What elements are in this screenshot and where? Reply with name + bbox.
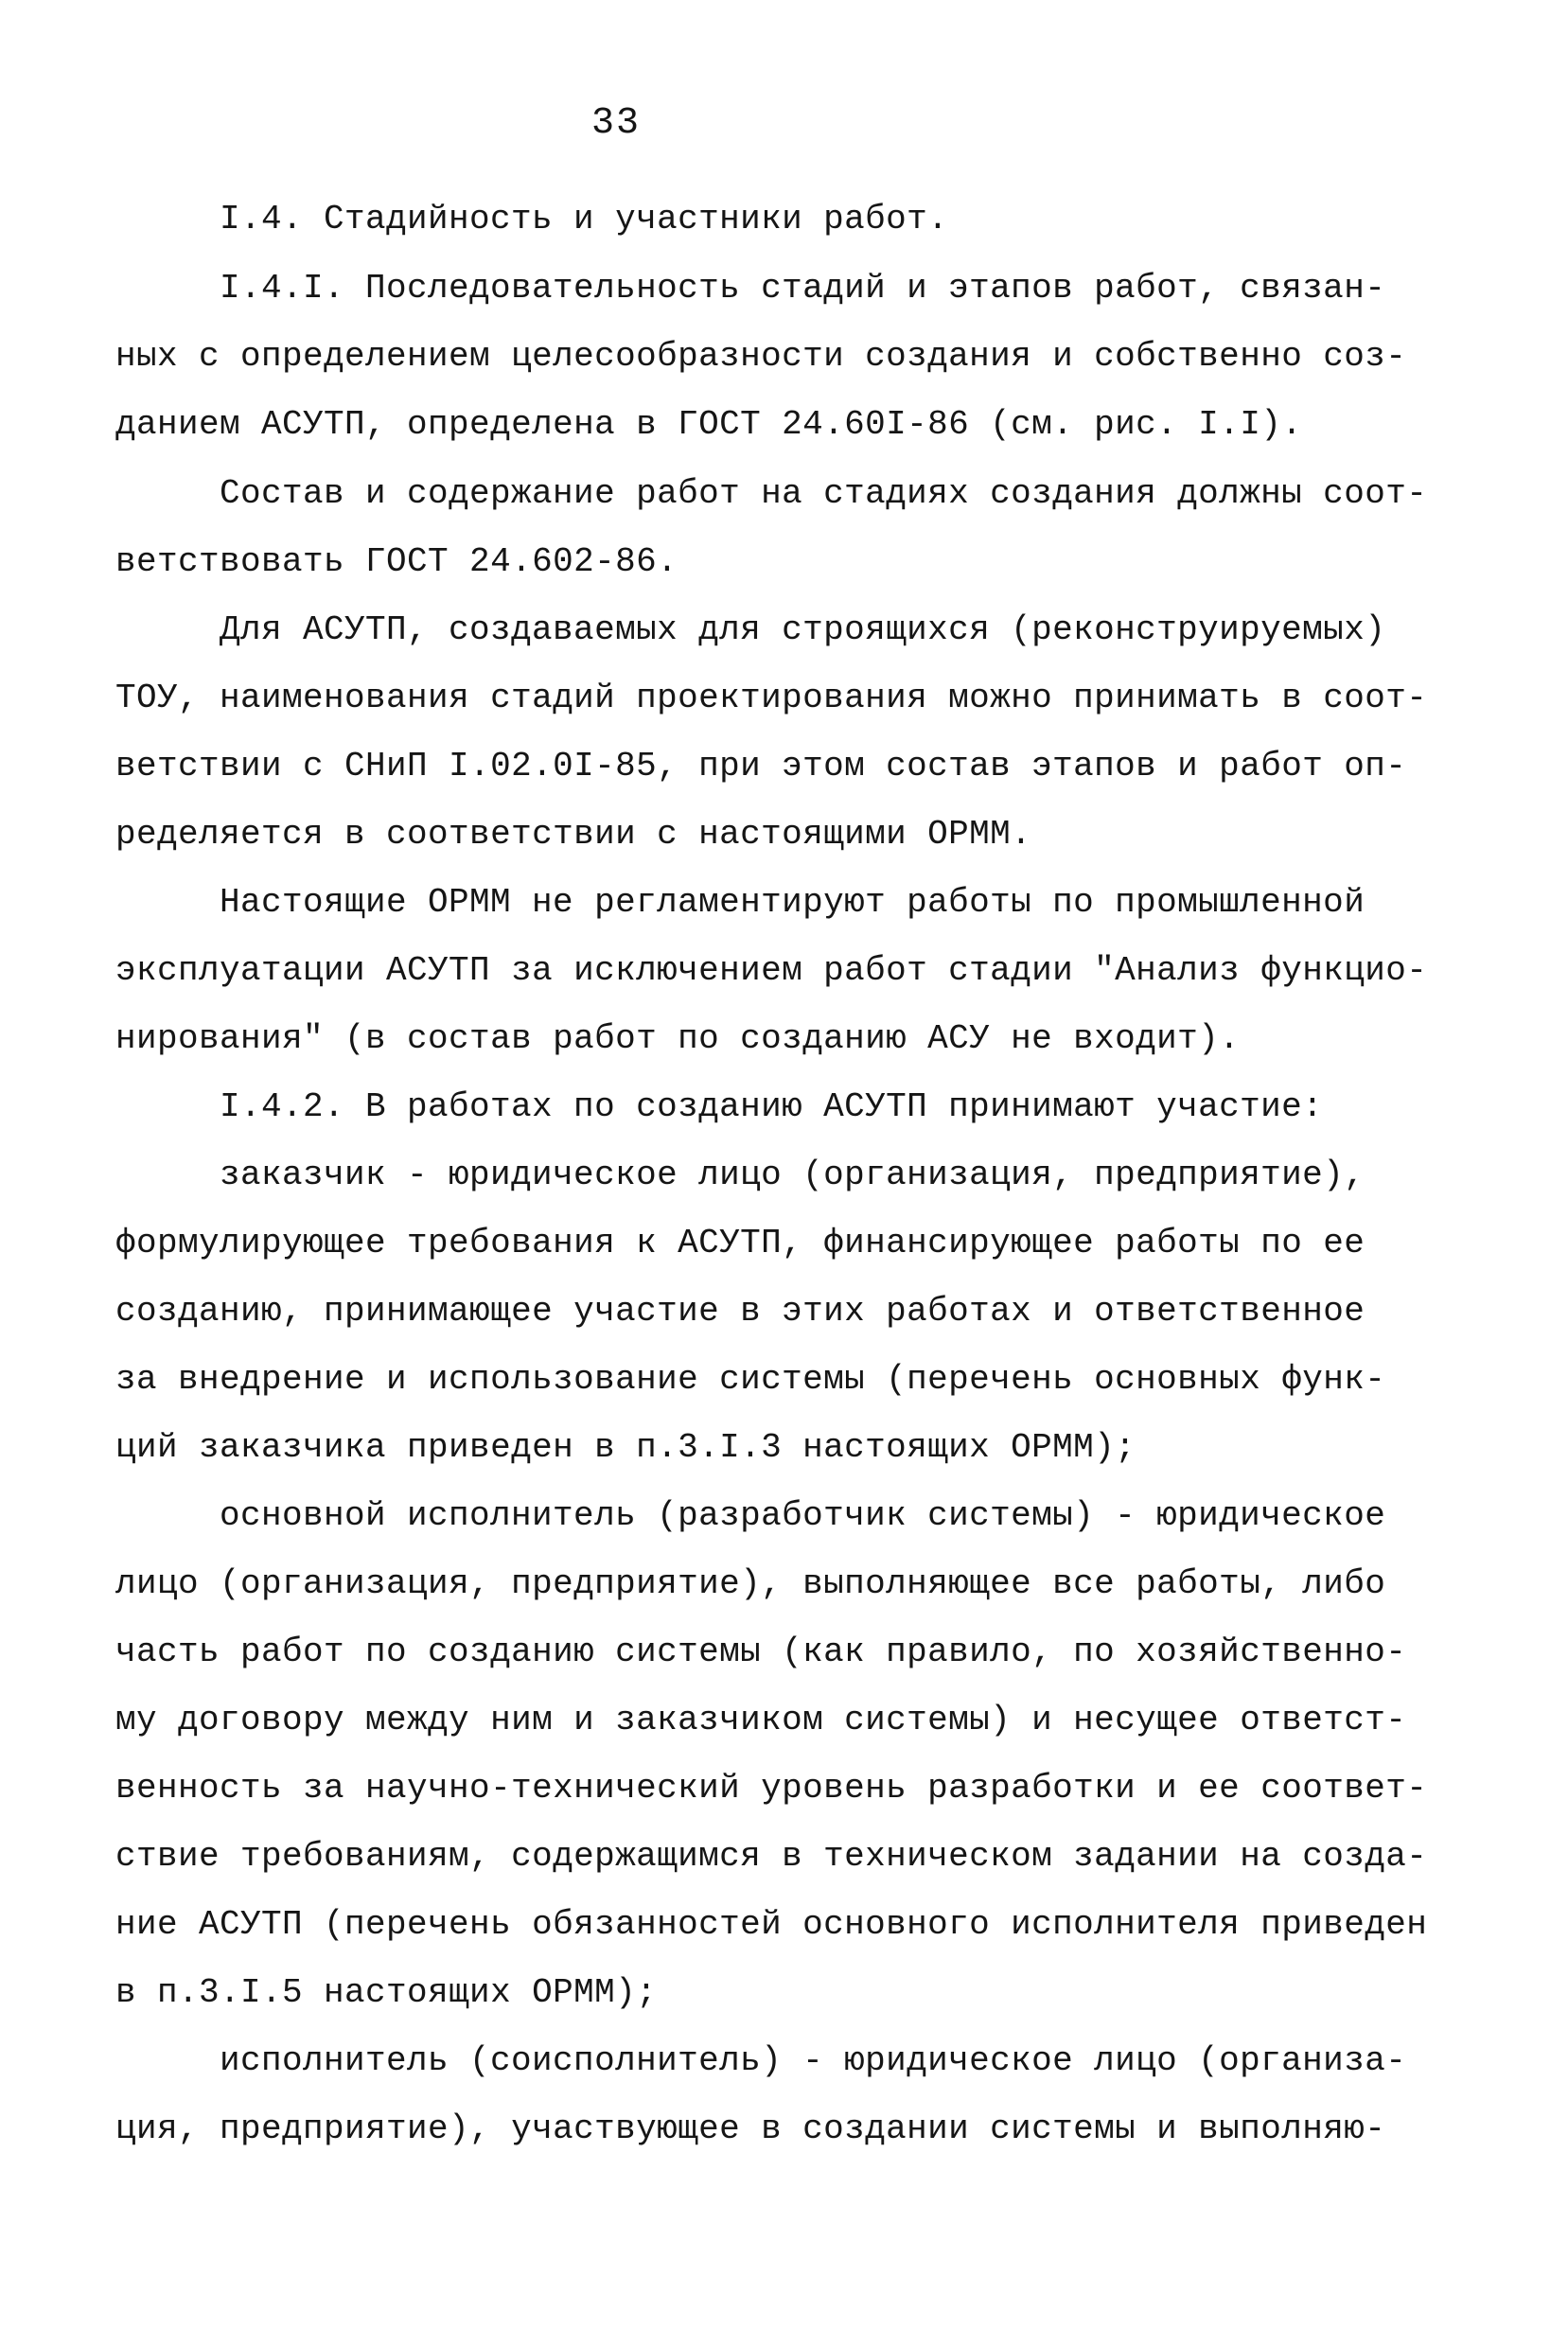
text-line: за внедрение и использование системы (перечень основных функ- (115, 1360, 1386, 1399)
text-line: му договору между ним и заказчиком системы) и несущее ответст- (115, 1701, 1407, 1739)
text-line: созданию, принимающее участие в этих работах и ответственное (115, 1292, 1365, 1331)
text-line: Состав и содержание работ на стадиях создания должны соот- (220, 474, 1428, 513)
text-line: ветствовать ГОСТ 24.602-86. (115, 542, 678, 581)
text-line: лицо (организация, предприятие), выполняющее все работы, либо (115, 1564, 1386, 1603)
text-line: I.4.I. Последовательность стадий и этапов работ, связан- (220, 269, 1386, 308)
text-line: эксплуатации АСУТП за исключением работ стадии "Анализ функцио- (115, 951, 1428, 990)
text-line: в п.3.I.5 настоящих ОРММ); (115, 1973, 658, 2012)
page-number: 33 (591, 102, 642, 145)
text-line: ций заказчика приведен в п.3.I.3 настоящих ОРММ); (115, 1428, 1136, 1467)
text-line: нирования" (в состав работ по созданию АСУ не входит). (115, 1019, 1241, 1058)
text-line: ние АСУТП (перечень обязанностей основного исполнителя приведен (115, 1905, 1428, 1944)
text-line: ределяется в соответствии с настоящими ОРММ. (115, 815, 1032, 854)
text-line: заказчик - юридическое лицо (организация, предприятие), (220, 1156, 1365, 1194)
text-line: данием АСУТП, определена в ГОСТ 24.60I-86 (см. рис. I.I). (115, 405, 1303, 444)
section-heading: I.4. Стадийность и участники работ. (220, 200, 949, 238)
text-line: ТОУ, наименования стадий проектирования можно принимать в соот- (115, 679, 1428, 717)
text-line: ствие требованиям, содержащимся в техническом задании на созда- (115, 1837, 1428, 1876)
text-line: формулирующее требования к АСУТП, финансирующее работы по ее (115, 1224, 1365, 1262)
text-line: исполнитель (соисполнитель) - юридическое лицо (организа- (220, 2041, 1407, 2080)
text-line: Для АСУТП, создаваемых для строящихся (реконструируемых) (220, 610, 1386, 649)
text-line: ных с определением целесообразности создания и собственно соз- (115, 337, 1407, 376)
text-line: I.4.2. В работах по созданию АСУТП принимают участие: (220, 1087, 1324, 1126)
text-line: основной исполнитель (разработчик системы) - юридическое (220, 1496, 1386, 1535)
text-line: венность за научно-технический уровень разработки и ее соответ- (115, 1769, 1428, 1808)
text-line: часть работ по созданию системы (как правило, по хозяйственно- (115, 1632, 1407, 1671)
text-line: ция, предприятие), участвующее в создании системы и выполняю- (115, 2109, 1386, 2148)
text-line: Настоящие ОРММ не регламентируют работы по промышленной (220, 883, 1365, 922)
text-line: ветствии с СНиП I.02.0I-85, при этом состав этапов и работ оп- (115, 747, 1407, 785)
